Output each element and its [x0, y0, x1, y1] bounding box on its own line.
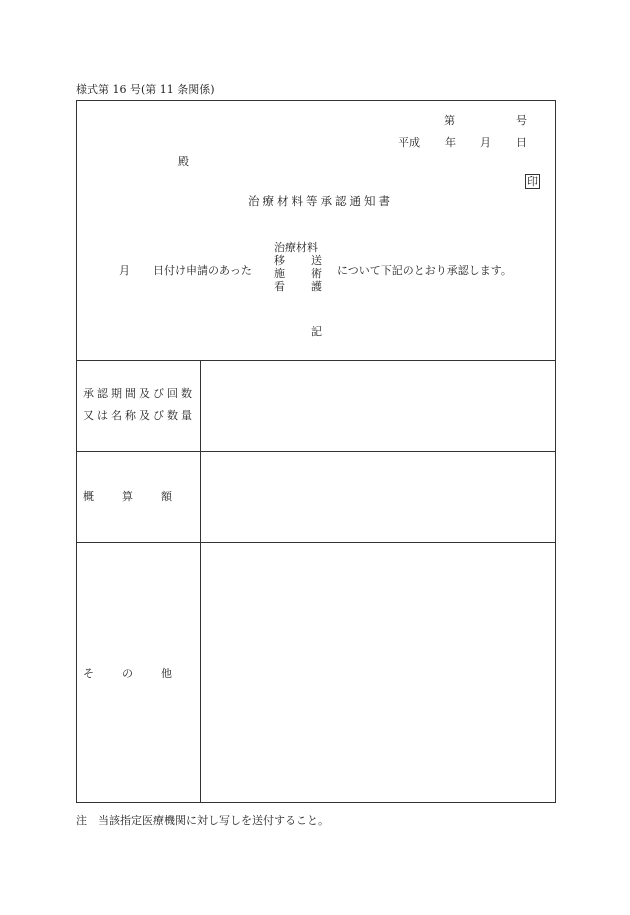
approval-period-label-line2: 又は名称及び数量	[83, 409, 195, 422]
body-day-text: 日付け申請のあった	[153, 264, 252, 277]
estimated-amount-text: 概 算 額	[83, 490, 174, 503]
addressee-suffix: 殿	[178, 155, 189, 168]
body-item-3: 施	[274, 267, 285, 280]
footer-note: 注 当該指定医療機関に対し写しを送付すること。	[76, 814, 329, 827]
other-value-cell[interactable]	[201, 543, 555, 802]
body-item-4: 看	[274, 280, 285, 293]
body-item-3b: 術	[311, 267, 322, 280]
body-item-4b: 護	[311, 280, 322, 293]
estimated-amount-value-cell[interactable]	[201, 452, 555, 542]
other-text: そ の 他	[83, 667, 174, 680]
date-day-unit: 日	[516, 136, 527, 149]
form-number-label: 様式第 16 号(第 11 条関係)	[76, 83, 215, 96]
body-item-2: 移	[274, 254, 285, 267]
document-title: 治療材料等承認通知書	[248, 194, 393, 208]
body-month: 月	[119, 264, 130, 277]
body-item-1: 治療材料	[274, 241, 318, 254]
notice-number-prefix: 第	[444, 114, 455, 127]
approval-period-value-cell[interactable]	[201, 361, 555, 451]
body-items-column-2	[311, 254, 322, 293]
record-label: 記	[311, 325, 322, 338]
body-item-2b: 送	[311, 254, 322, 267]
approval-period-label-line1: 承認期間及び回数	[83, 387, 195, 400]
body-suffix: について下記のとおり承認します。	[337, 264, 512, 277]
date-month-unit: 月	[480, 136, 491, 149]
notice-number-suffix: 号	[516, 114, 527, 127]
date-era: 平成	[398, 136, 420, 149]
date-year-unit: 年	[445, 136, 456, 149]
seal-stamp-box: 印	[527, 175, 538, 188]
